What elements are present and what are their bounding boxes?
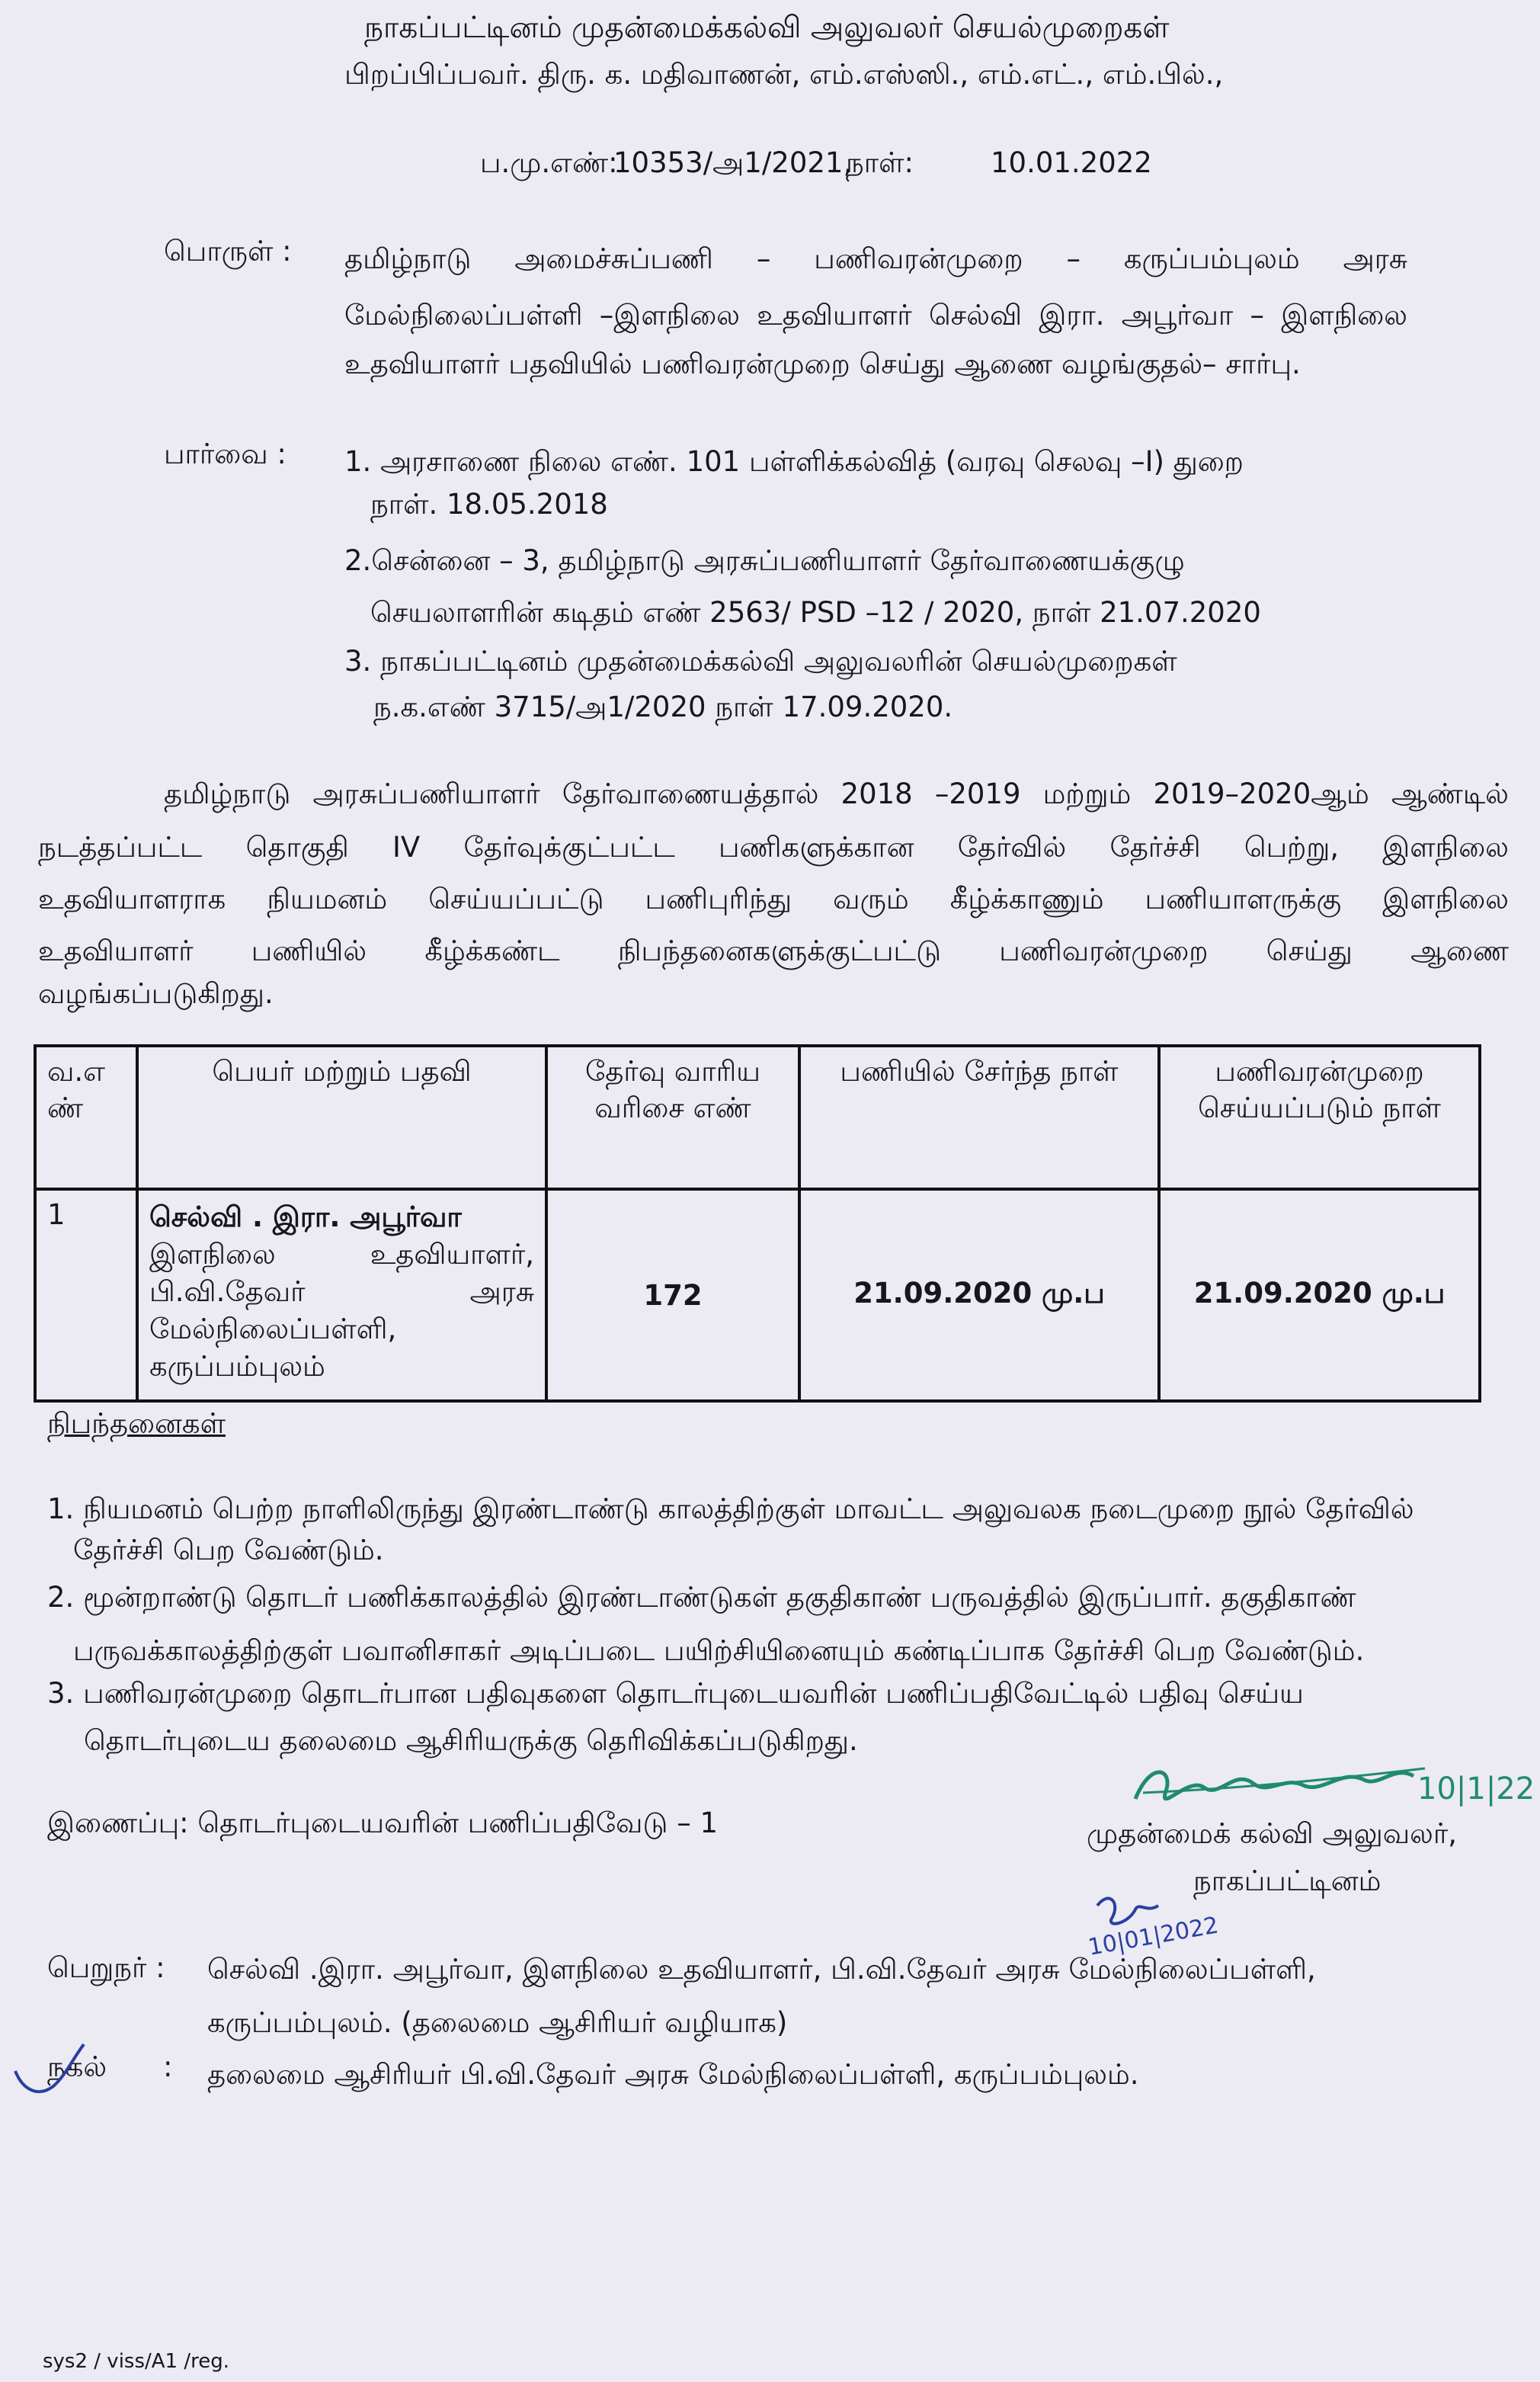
table-header-row	[35, 1046, 1480, 1189]
table-row	[35, 1189, 1480, 1401]
reference-number: 10353/அ1/2021,	[613, 146, 853, 179]
condition-3: 3. பணிவரன்முறை தொடர்பான பதிவுகளை தொடர்புடையவரின் பணிப்பதிவேட்டில் பதிவு செய்ய	[47, 1677, 1304, 1710]
recipient-label: பெறுநர் :	[47, 1951, 165, 1984]
enclosure: இணைப்பு: தொடர்புடையவரின் பணிப்பதிவேடு – 1	[47, 1807, 718, 1839]
regularisation-table	[34, 1044, 1481, 1403]
header-serial: வ.எ ண்	[35, 1046, 137, 1189]
employee-school-type: மேல்நிலைப்பள்ளி,	[149, 1313, 397, 1345]
condition-3-cont: தொடர்புடைய தலைமை ஆசிரியருக்கு தெரிவிக்கப்படுகிறது.	[84, 1724, 858, 1757]
condition-1-cont: தேர்ச்சி பெற வேண்டும்.	[73, 1534, 384, 1566]
reference-item-3-detail: ந.க.எண் 3715/அ1/2020 நாள் 17.09.2020.	[373, 691, 953, 723]
cell-regularised-date: 21.09.2020 மு.ப	[1159, 1189, 1480, 1401]
cell-rank: 172	[546, 1189, 799, 1401]
initial-date: 10|01|2022	[1086, 1912, 1221, 1961]
condition-2: 2. மூன்றாண்டு தொடர் பணிக்காலத்தில் இரண்டாண்டுகள் தகுதிகாண் பருவத்தில் இருப்பார். தகுதிகாண்	[47, 1581, 1356, 1614]
copy-colon: :	[163, 2050, 173, 2083]
reference-number-label: ப.மு.எண்:	[480, 146, 618, 179]
body-line-4: உதவியாளர் பணியில் கீழ்க்கண்ட நிபந்தனைகளுக்குட்பட்டு பணிவரன்முறை செய்து ஆணை	[38, 935, 1509, 967]
employee-designation: இளநிலை உதவியாளர்,	[149, 1238, 534, 1271]
body-line-5: வழங்கப்படுகிறது.	[38, 977, 274, 1010]
cell-serial: 1	[35, 1189, 137, 1401]
copy-line: தலைமை ஆசிரியர் பி.வி.தேவர் அரசு மேல்நிலைப்பள்ளி, கருப்பம்புலம்.	[207, 2058, 1139, 2091]
reference-label: பார்வை :	[164, 438, 287, 470]
cell-joined-date: 21.09.2020 மு.ப	[799, 1189, 1159, 1401]
employee-place: கருப்பம்புலம்	[149, 1350, 325, 1383]
reference-item-1-date: நாள். 18.05.2018	[370, 488, 608, 521]
reference-item-1: 1. அரசாணை நிலை எண். 101 பள்ளிக்கல்வித் (வரவு செலவு –I) துறை	[344, 445, 1244, 478]
signature-date: 10|1|22	[1417, 1771, 1535, 1807]
recipient-line-2: கருப்பம்புலம். (தலைமை ஆசிரியர் வழியாக)	[207, 2006, 788, 2039]
employee-name: செல்வி . இரா. அபூர்வா	[149, 1201, 462, 1233]
copy-tick-mark	[8, 2037, 91, 2105]
body-line-1: தமிழ்நாடு அரசுப்பணியாளர் தேர்வாணையத்தால் 2018 –2019 மற்றும் 2019–2020ஆம் ஆண்டில்	[164, 777, 1509, 810]
header-line-1: நாகப்பட்டினம் முதன்மைக்கல்வி அலுவலர் செயல்முறைகள்	[364, 11, 1170, 45]
signatory-place: நாகப்பட்டினம்	[1193, 1864, 1382, 1897]
recipient-line-1: செல்வி .இரா. அபூர்வா, இளநிலை உதவியாளர், பி.வி.தேவர் அரசு மேல்நிலைப்பள்ளி,	[207, 1953, 1316, 1986]
date-label: நாள்:	[846, 146, 914, 179]
order-date: 10.01.2022	[991, 146, 1152, 179]
header-line-2: பிறப்பிப்பவர். திரு. க. மதிவாணன், எம்.எஸ்ஸி., எம்.எட்., எம்.பில்.,	[344, 58, 1224, 91]
condition-1: 1. நியமனம் பெற்ற நாளிலிருந்து இரண்டாண்டு காலத்திற்குள் மாவட்ட அலுவலக நடைமுறை நூல் தேர்வில்	[47, 1492, 1414, 1525]
subject-line-2: மேல்நிலைப்பள்ளி –இளநிலை உதவியாளர் செல்வி இரா. அபூர்வா – இளநிலை	[344, 299, 1407, 332]
employee-school: பி.வி.தேவர் அரசு	[149, 1275, 534, 1308]
signatory-title: முதன்மைக் கல்வி அலுவலர்,	[1087, 1817, 1457, 1850]
footer-reference: sys2 / viss/A1 /reg.	[43, 2350, 230, 2373]
header-rank: தேர்வு வாரிய வரிசை எண்	[546, 1046, 799, 1189]
body-line-3: உதவியாளராக நியமனம் செய்யப்பட்டு பணிபுரிந்து வரும் கீழ்க்காணும் பணியாளருக்கு இளநிலை	[38, 883, 1509, 915]
subject-line-1: தமிழ்நாடு அமைச்சுப்பணி – பணிவரன்முறை – கருப்பம்புலம் அரசு	[344, 242, 1407, 275]
header-regularised-date: பணிவரன்முறை செய்யப்படும் நாள்	[1159, 1046, 1480, 1189]
reference-item-2: 2.சென்னை – 3, தமிழ்நாடு அரசுப்பணியாளர் தேர்வாணையக்குழு	[344, 544, 1185, 577]
body-line-2: நடத்தப்பட்ட தொகுதி IV தேர்வுக்குட்பட்ட பணிகளுக்கான தேர்வில் தேர்ச்சி பெற்று, இளநிலை	[38, 831, 1509, 864]
copy-label: நகல்	[47, 2050, 107, 2083]
subject-label: பொருள் :	[164, 235, 292, 268]
header-joined-date: பணியில் சேர்ந்த நாள்	[799, 1046, 1159, 1189]
subject-line-3: உதவியாளர் பதவியில் பணிவரன்முறை செய்து ஆணை வழங்குதல்– சார்பு.	[344, 348, 1301, 380]
header-name-designation: பெயர் மற்றும் பதவி	[137, 1046, 546, 1189]
reference-item-3: 3. நாகப்பட்டினம் முதன்மைக்கல்வி அலுவலரின் செயல்முறைகள்	[344, 645, 1177, 678]
reference-item-2-detail: செயலாளரின் கடிதம் எண் 2563/ PSD –12 / 2020, நாள் 21.07.2020	[370, 596, 1261, 629]
cell-name-designation	[137, 1189, 546, 1401]
condition-2-cont: பருவக்காலத்திற்குள் பவானிசாகர் அடிப்படை பயிற்சியினையும் கண்டிப்பாக தேர்ச்சி பெற வேண்டும்.	[73, 1634, 1365, 1667]
conditions-title: நிபந்தனைகள்	[47, 1407, 226, 1440]
